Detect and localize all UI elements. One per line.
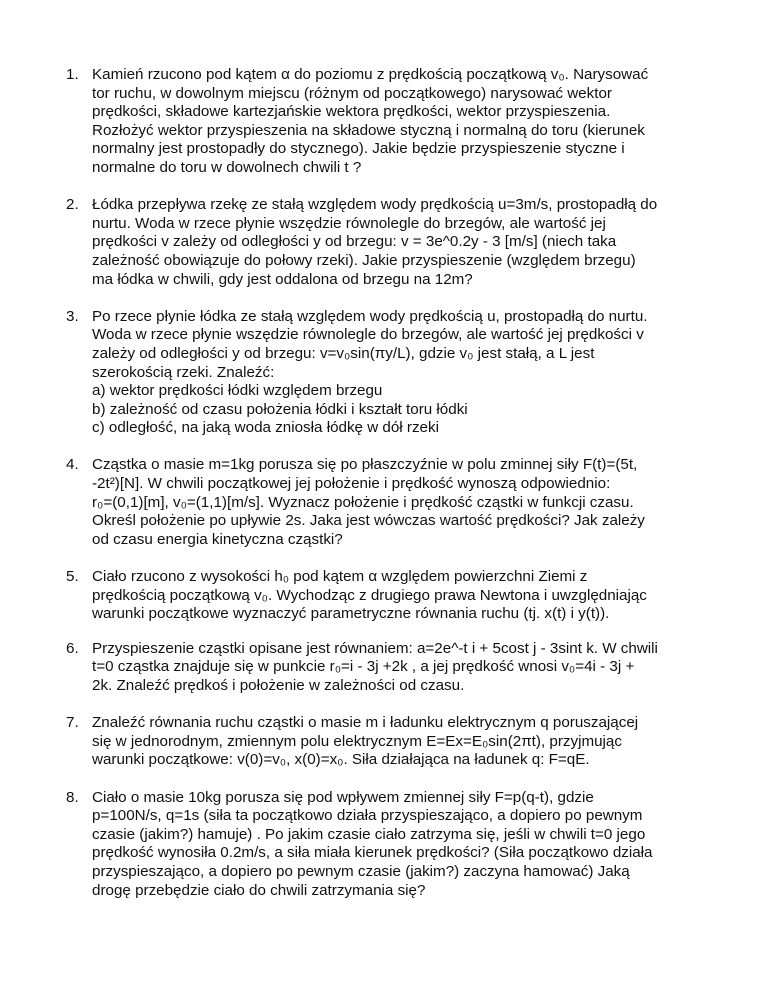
problem-number: 3. (66, 307, 79, 325)
problem-line: ma łódka w chwili, gdy jest oddalona od brzegu na 12m? (92, 270, 473, 288)
problem-line: normalny jest prostopadły do stycznego). Jakie będzie przyspieszenie styczne i (92, 140, 625, 158)
problem-4 (66, 456, 712, 549)
problem-line: się w jednorodnym, zmiennym polu elektrycznym E=Ex=E₀sin(2πt), przyjmując (92, 732, 622, 750)
problem-line: t=0 cząstka znajduje się w punkcie r₀=i - 3j +2k , a jej prędkość wnosi v₀=4i - 3j + (92, 658, 635, 676)
problem-line: od czasu energia kinetyczna cząstki? (92, 530, 343, 548)
problem-line: Przyspieszenie cząstki opisane jest równaniem: a=2e^-t i + 5cost j - 3sint k. W chwili (92, 639, 658, 657)
problem-line: Znaleźć równania ruchu cząstki o masie m i ładunku elektrycznym q poruszającej (92, 714, 639, 732)
problem-line: prędkością początkową v₀. Wychodząc z drugiego prawa Newtona i uwzględniając (92, 586, 647, 604)
problem-line: Po rzece płynie łódka ze stałą względem wody prędkością u, prostopadłą do nurtu. (92, 307, 648, 325)
problem-1 (66, 66, 712, 178)
problem-line: Łódka przepływa rzekę ze stałą względem wody prędkością u=3m/s, prostopadłą do (92, 196, 658, 214)
problem-line: zależność obowiązuje do połowy rzeki). Jakie przyspieszenie (względem brzegu) (92, 251, 636, 269)
problem-number: 4. (66, 456, 79, 474)
problem-line: -2t²)[N]. W chwili początkowej jej położenie i prędkość wynoszą odpowiednio: (92, 475, 611, 493)
problem-line: c) odległość, na jaką woda zniosła łódkę w dół rzeki (92, 419, 439, 437)
problem-line: czasie (jakim?) hamuje) . Po jakim czasie ciało zatrzyma się, jeśli w chwili t=0 jego (92, 825, 646, 843)
problem-line: Ciało rzucono z wysokości h₀ pod kątem α względem powierzchni Ziemi z (92, 568, 588, 586)
problem-number: 5. (66, 568, 79, 586)
problem-line: prędkość wynosiła 0.2m/s, a siła miała kierunek prędkości? (Siła początkowo działa (92, 844, 653, 862)
problem-line: Cząstka o masie m=1kg porusza się po płaszczyźnie w polu zminnej siły F(t)=(5t, (92, 456, 638, 474)
problem-6 (66, 639, 712, 696)
problem-line: zależy od odległości y od brzegu: v=v₀sin(πy/L), gdzie v₀ jest stałą, a L jest (92, 344, 595, 362)
problem-line: p=100N/s, q=1s (siła ta początkowo działa przyspieszająco, a dopiero po pewnym (92, 807, 643, 825)
problem-2 (66, 196, 712, 289)
problem-line: Określ położenie po upływie 2s. Jaka jest wówczas wartość prędkości? Jak zależy (92, 512, 645, 530)
problem-line: a) wektor prędkości łódki względem brzegu (92, 382, 383, 400)
problem-line: drogę przebędzie ciało do chwili zatrzymania się? (92, 881, 426, 899)
problem-list (66, 66, 712, 919)
problem-line: b) zależność od czasu położenia łódki i kształt toru łódki (92, 400, 468, 418)
problem-line: szerokością rzeki. Znaleźć: (92, 363, 275, 381)
problem-number: 2. (66, 196, 79, 214)
problem-7 (66, 714, 712, 770)
problem-line: warunki początkowe: v(0)=v₀, x(0)=x₀. Siła działająca na ładunek q: F=qE. (92, 751, 590, 769)
problem-line: normalne do toru w dowolnech chwili t ? (92, 158, 362, 176)
problem-line: Woda w rzece płynie wszędzie równolegle do brzegów, ale wartość jej prędkości v (92, 326, 644, 344)
problem-8 (66, 788, 712, 901)
problem-line: Kamień rzucono pod kątem α do poziomu z prędkością początkową v₀. Narysować (92, 66, 649, 83)
problem-line: przyspieszająco, a dopiero po pewnym czasie (jakim?) zaczyna hamować) Jaką (92, 862, 630, 880)
problem-3 (66, 307, 712, 438)
problem-5 (66, 568, 712, 624)
problem-line: warunki początkowe wyznaczyć parametryczne równania ruchu (tj. x(t) i y(t)). (92, 605, 610, 623)
problem-line: nurtu. Woda w rzece płynie wszędzie równolegle do brzegów, ale wartość jej (92, 214, 606, 232)
problem-number: 7. (66, 714, 79, 732)
problem-line: Ciało o masie 10kg porusza się pod wpływem zmiennej siły F=p(q-t), gdzie (92, 788, 594, 806)
problem-number: 6. (66, 639, 79, 657)
problem-line: Rozłożyć wektor przyspieszenia na składowe styczną i normalną do toru (kierunek (92, 121, 645, 139)
problem-number: 1. (66, 66, 79, 83)
problem-line: prędkości, składowe kartezjańskie wektora prędkości, wektor przyspieszenia. (92, 103, 611, 121)
problem-line: prędkości v zależy od odległości y od brzegu: v = 3e^0.2y - 3 [m/s] (niech taka (92, 233, 617, 251)
problem-line: tor ruchu, w dowolnym miejscu (różnym od początkowego) narysować wektor (92, 84, 612, 102)
problem-number: 8. (66, 788, 79, 806)
problem-line: r₀=(0,1)[m], v₀=(1,1)[m/s]. Wyznacz położenie i prędkość cząstki w funkcji czasu. (92, 493, 634, 511)
problem-line: 2k. Znaleźć prędkoś i położenie w zależności od czasu. (92, 677, 465, 694)
